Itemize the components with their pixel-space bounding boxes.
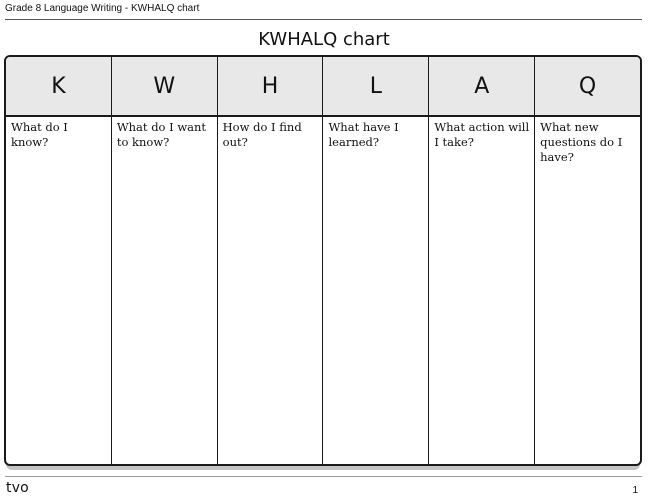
tvo-logo: tvo bbox=[6, 480, 29, 496]
column-header-w: W bbox=[112, 57, 217, 117]
column-prompt-k: What do I know? bbox=[11, 120, 68, 149]
column-body-q[interactable] bbox=[535, 117, 640, 464]
column-header-q: Q bbox=[535, 57, 640, 117]
header-divider bbox=[5, 19, 642, 20]
column-header-l: L bbox=[323, 57, 428, 117]
column-a bbox=[429, 57, 535, 464]
column-header-h: H bbox=[218, 57, 323, 117]
kwhalq-table bbox=[4, 55, 642, 466]
column-prompt-q: What new questions do I have? bbox=[540, 120, 623, 164]
column-prompt-l: What have I learned? bbox=[328, 120, 399, 149]
column-h bbox=[218, 57, 324, 464]
column-body-h[interactable] bbox=[218, 117, 323, 464]
column-q bbox=[535, 57, 640, 464]
column-header-k: K bbox=[6, 57, 111, 117]
column-prompt-h: How do I find out? bbox=[222, 120, 302, 149]
page-number: 1 bbox=[632, 485, 638, 496]
chart-title: KWHALQ chart bbox=[258, 29, 390, 50]
column-body-l[interactable] bbox=[323, 117, 428, 464]
column-l bbox=[323, 57, 429, 464]
column-w bbox=[112, 57, 218, 464]
column-k bbox=[6, 57, 112, 464]
footer-divider bbox=[5, 476, 642, 477]
document-header-title: Grade 8 Language Writing - KWHALQ chart bbox=[5, 3, 200, 14]
column-header-a: A bbox=[429, 57, 534, 117]
column-body-w[interactable] bbox=[112, 117, 217, 464]
column-prompt-a: What action will I take? bbox=[434, 120, 530, 149]
column-prompt-w: What do I want to know? bbox=[116, 120, 207, 149]
column-body-a[interactable] bbox=[429, 117, 534, 464]
column-body-k[interactable] bbox=[6, 117, 111, 464]
